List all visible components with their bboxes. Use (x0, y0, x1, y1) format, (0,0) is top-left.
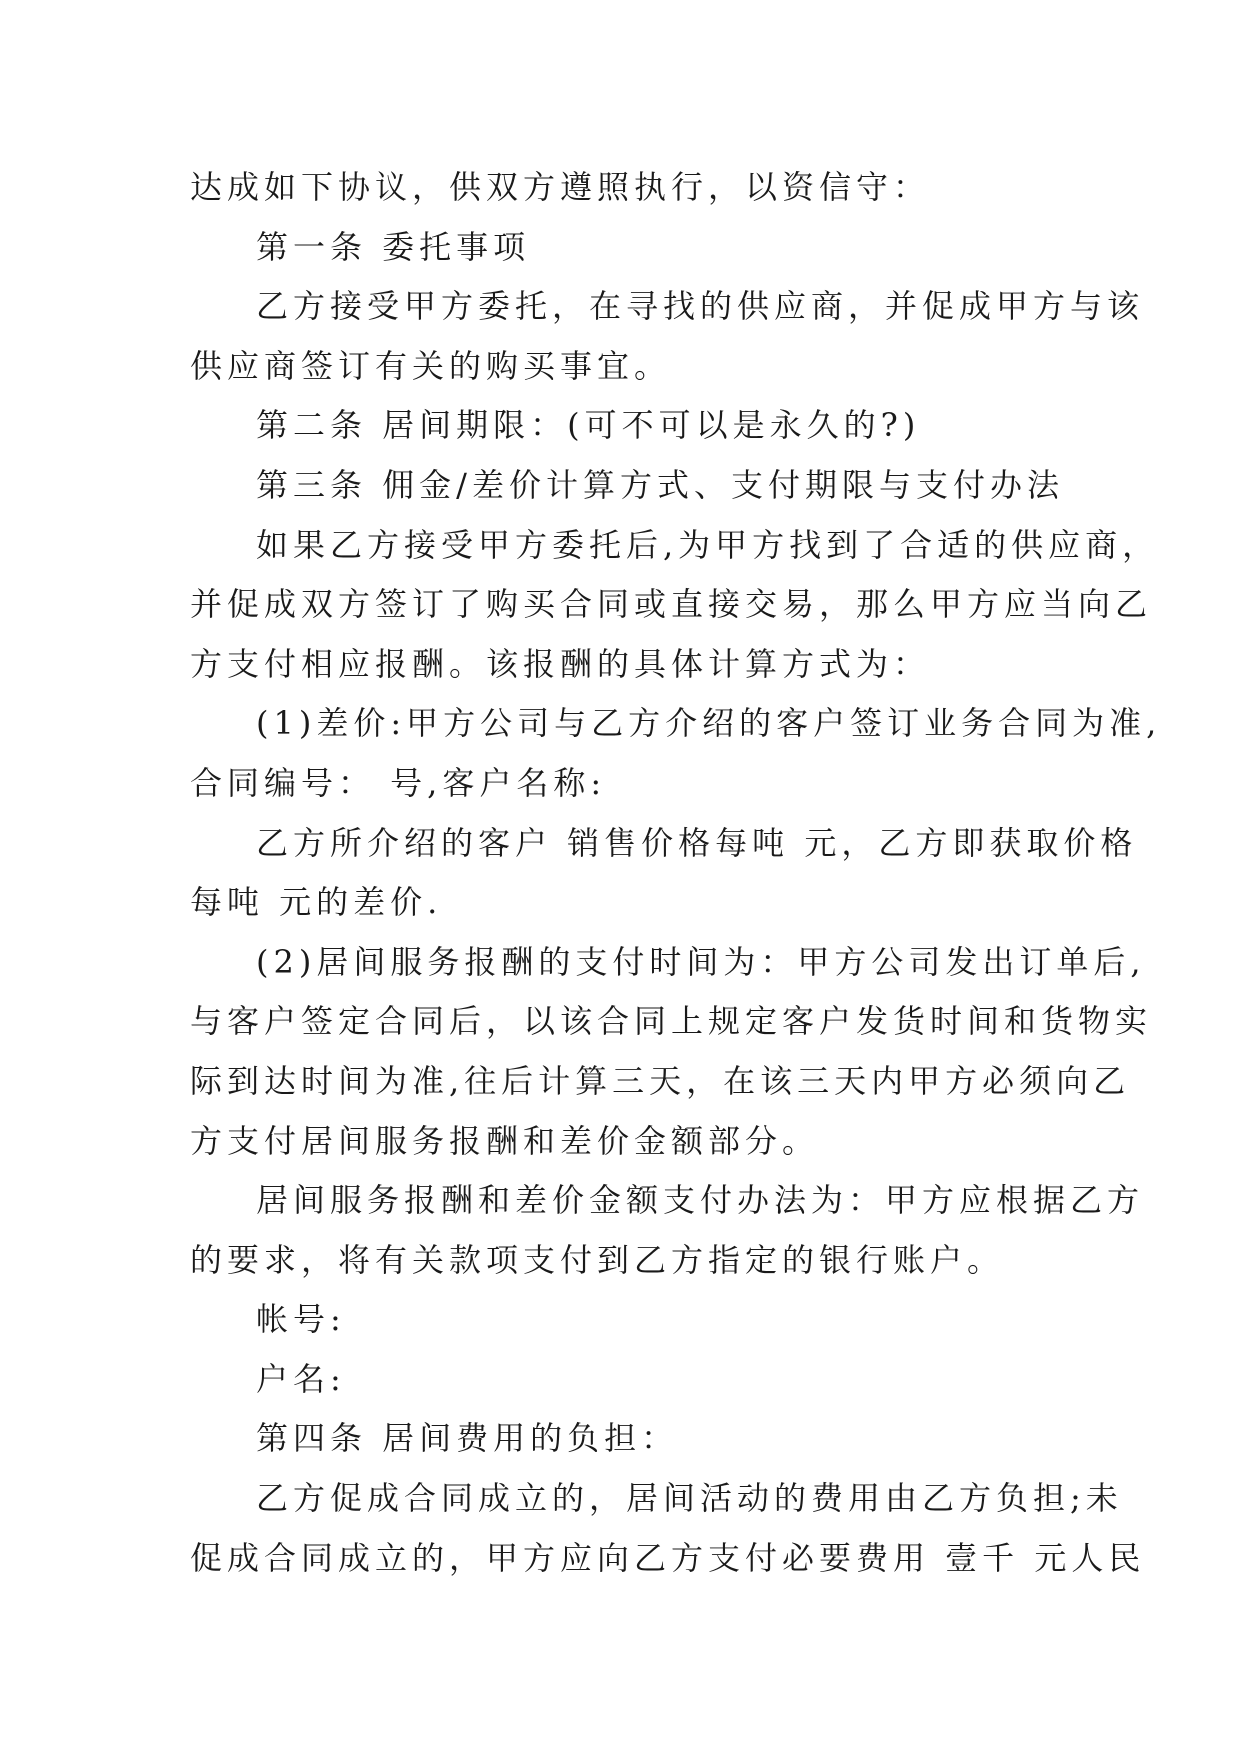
article-heading: 第二条 居间期限：(可不可以是永久的?) (256, 406, 921, 445)
document-body (190, 158, 1162, 1588)
text-line: (2)居间服务报酬的支付时间为：甲方公司发出订单后, (256, 942, 1146, 981)
article-heading: 第三条 佣金/差价计算方式、支付期限与支付办法 (256, 465, 1064, 504)
text-line: 乙方接受甲方委托，在寻找的供应商，并促成甲方与该 (256, 287, 1145, 326)
account-name-label: 户名: (256, 1359, 346, 1398)
text-line: 乙方所介绍的客户 销售价格每吨 元，乙方即获取价格 (256, 823, 1138, 862)
text-line: 并促成双方签订了购买合同或直接交易，那么甲方应当向乙 (190, 585, 1153, 624)
text-line: 方支付相应报酬。该报酬的具体计算方式为： (190, 644, 931, 683)
text-line: 合同编号： 号,客户名称: (190, 763, 607, 802)
text-line: (1)差价:甲方公司与乙方介绍的客户签订业务合同为准, (256, 704, 1162, 743)
text-line: 促成合同成立的，甲方应向乙方支付必要费用 壹千 元人民 (190, 1538, 1146, 1577)
article-heading: 第四条 居间费用的负担： (256, 1419, 679, 1458)
text-line: 居间服务报酬和差价金额支付办法为：甲方应根据乙方 (256, 1181, 1145, 1220)
account-number-label: 帐号: (256, 1300, 346, 1339)
text-line: 方支付居间服务报酬和差价金额部分。 (190, 1121, 820, 1160)
text-line: 每吨 元的差价. (190, 883, 443, 922)
text-line: 如果乙方接受甲方委托后,为甲方找到了合适的供应商， (256, 525, 1160, 564)
article-heading: 第一条 委托事项 (256, 227, 531, 266)
text-line: 供应商签订有关的购买事宜。 (190, 346, 672, 385)
text-line: 乙方促成合同成立的，居间活动的费用由乙方负担;未 (256, 1479, 1123, 1518)
text-line: 达成如下协议，供双方遵照执行，以资信守： (190, 168, 931, 206)
text-line: 的要求，将有关款项支付到乙方指定的银行账户。 (190, 1240, 1005, 1279)
text-line: 际到达时间为准,往后计算三天，在该三天内甲方必须向乙 (190, 1061, 1131, 1100)
text-line: 与客户签定合同后，以该合同上规定客户发货时间和货物实 (190, 1002, 1153, 1041)
